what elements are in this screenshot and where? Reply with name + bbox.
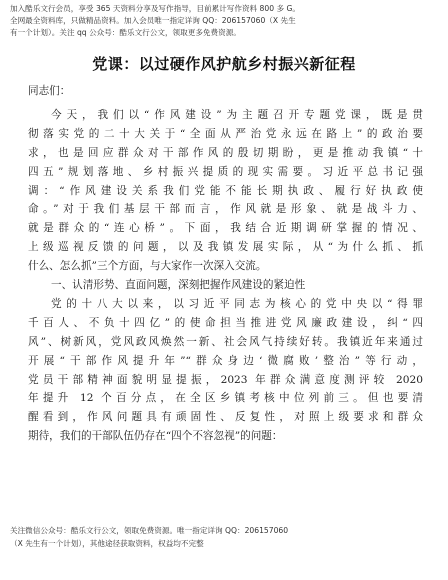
body-line: 开展“干部作风提升年”“群众身边‘微腐败’整治”等行动， bbox=[28, 354, 423, 367]
body-line: 四五”规划落地、乡村振兴提质的现实需要。习近平总书记强 bbox=[28, 165, 423, 178]
body-line: 上级巡视反馈的问题，以及我镇发展实际，从“为什么抓、抓 bbox=[28, 241, 423, 254]
body-line: 彻落实党的二十大关于“全面从严治党永远在路上”的政治要 bbox=[28, 127, 423, 140]
body-line: 今天，我们以“作风建设”为主题召开专题党课，既是贯 bbox=[51, 109, 423, 121]
body-line: 期待，我们的干部队伍仍存在“四个不容忽视”的问题： bbox=[28, 430, 283, 443]
body-line: 什么、怎么抓”三个方面，与大家作一次深入交流。 bbox=[28, 260, 267, 273]
body-line: 醒看到，作风问题具有顽固性、反复性，对照上级要求和群众 bbox=[28, 411, 423, 424]
footer-note bbox=[10, 525, 438, 550]
body-line: 就是群众的“连心桥”。下面，我结合近期调研掌握的情况、 bbox=[28, 222, 423, 235]
body-line: 命。”对于我们基层干部而言，作风就是形象、就是战斗力、 bbox=[28, 203, 423, 216]
greeting: 同志们： bbox=[28, 85, 71, 97]
body-line: 年提升 12 个百分点，在全区乡镇考核中位列前三。但也要清 bbox=[28, 392, 423, 405]
footer-note-line: 关注微信公众号：酷乐文行公文，领取免费资源。唯一指定详询 QQ：206157060 bbox=[10, 526, 289, 535]
header-note bbox=[10, 3, 438, 40]
footer-note-line: （X 先生有一个计划），其他途径获取资料，权益均不完整 bbox=[10, 538, 204, 548]
body-line: 党的十八大以来，以习近平同志为核心的党中央以“得罪 bbox=[51, 297, 423, 310]
body-line: 求，也是回应群众对干部作风的殷切期盼，更是推动我镇“十 bbox=[28, 146, 423, 159]
header-note-line: 全网最全资料库，只做精品资料。加入会员唯一指定详询 QQ：206157060（X 先生 bbox=[10, 16, 296, 26]
header-note-line: 有一个计划）。关注 qq 公众号：酷乐文行公文，领取更多免费资源。 bbox=[10, 28, 241, 38]
header-note-line: 加入酷乐文行会员，享受 365 天资料分享及写作指导，目前累计写作资料 800 多 G。 bbox=[10, 4, 300, 13]
body-line: 党员干部精神面貌明显提振，2023 年群众满意度测评较 2020 bbox=[28, 373, 423, 386]
body-text bbox=[28, 106, 423, 446]
body-line: 千百人、不负十四亿”的使命担当推进党风廉政建设，纠“四 bbox=[28, 316, 423, 329]
body-line: 调：“作风建设关系我们党能不能长期执政、履行好执政使 bbox=[28, 184, 423, 197]
body-line: 风”、树新风，党风政风焕然一新、社会风气持续好转。我镇近年来通过 bbox=[28, 335, 423, 348]
document-title: 党课：以过硬作风护航乡村振兴新征程 bbox=[92, 55, 356, 73]
body-line: 一、认清形势、直面问题，深刻把握作风建设的紧迫性 bbox=[51, 279, 306, 292]
